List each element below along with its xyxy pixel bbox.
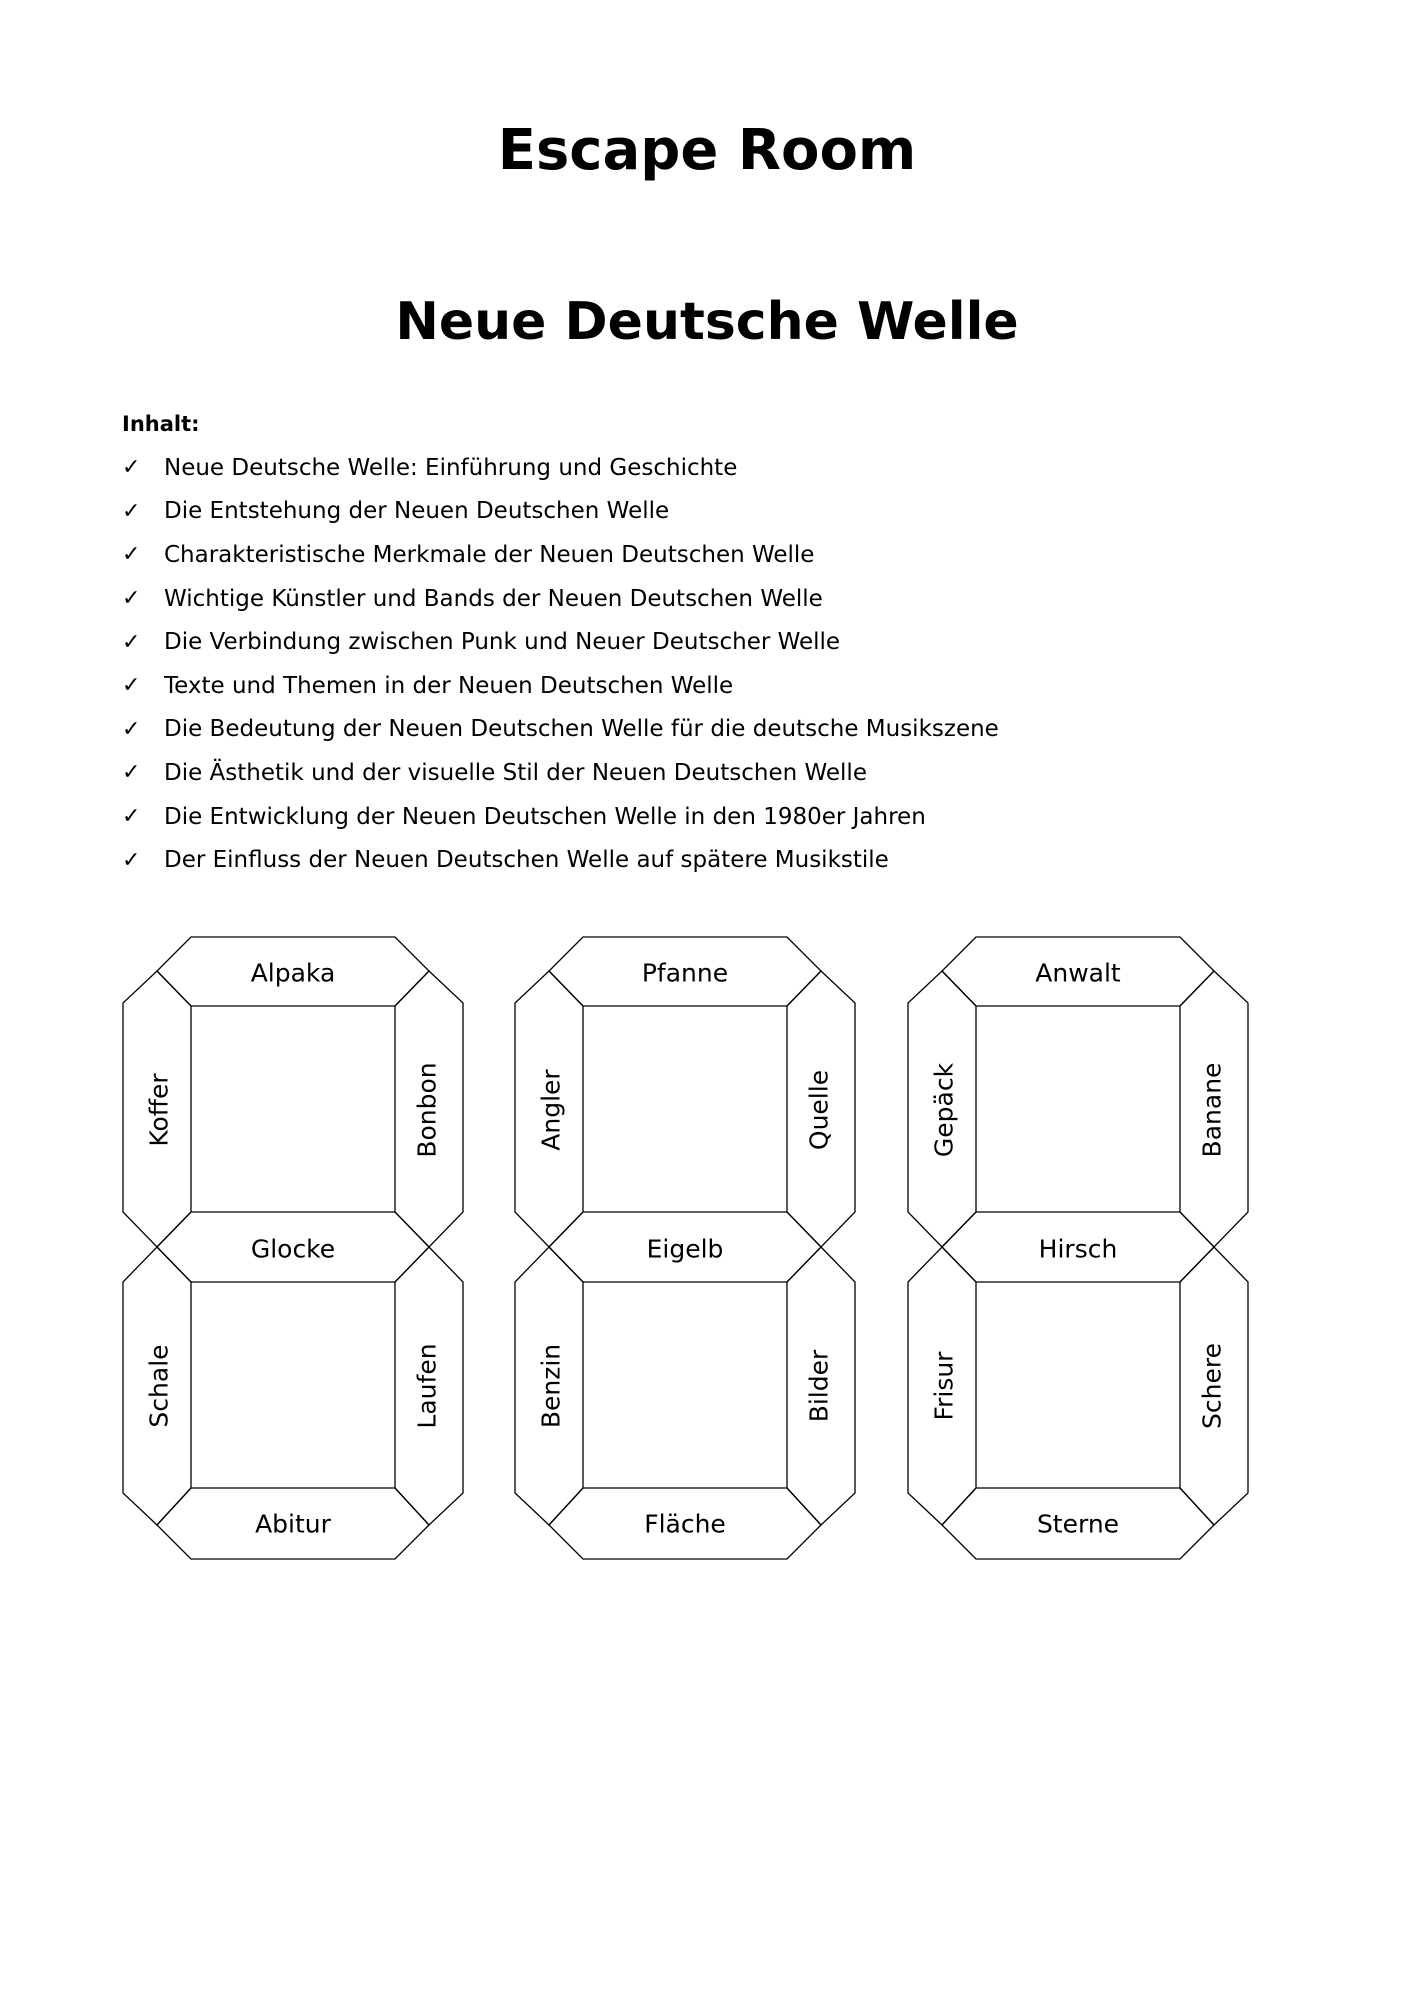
contents-item-text: Texte und Themen in der Neuen Deutschen Welle bbox=[164, 672, 734, 699]
segment-top-word: Anwalt bbox=[1035, 958, 1121, 988]
segment-lower-left-word: Frisur bbox=[929, 1351, 959, 1421]
segment-upper-left-word: Angler bbox=[536, 1069, 566, 1151]
check-mark-icon: ✓ bbox=[122, 804, 141, 830]
contents-item-text: Charakteristische Merkmale der Neuen Deutschen Welle bbox=[164, 541, 815, 568]
segment-bottom-word: Sterne bbox=[1036, 1509, 1120, 1539]
segment-upper-right-word: Bonbon bbox=[412, 1062, 442, 1158]
segment-lower-right-word: Schere bbox=[1197, 1343, 1227, 1429]
contents-label: Inhalt: bbox=[122, 412, 200, 436]
segment-upper-left-word: Gepäck bbox=[929, 1062, 959, 1158]
contents-item-text: Der Einfluss der Neuen Deutschen Welle auf spätere Musikstile bbox=[164, 847, 889, 874]
contents-item-text: Die Bedeutung der Neuen Deutschen Welle für die deutsche Musikszene bbox=[164, 716, 999, 743]
segment-bottom-word: Abitur bbox=[255, 1509, 331, 1539]
contents-item-text: Neue Deutsche Welle: Einführung und Geschichte bbox=[164, 454, 738, 481]
segment-lower-left-word: Schale bbox=[144, 1344, 174, 1428]
contents-item-text: Die Verbindung zwischen Punk und Neuer Deutscher Welle bbox=[164, 629, 841, 656]
check-mark-icon: ✓ bbox=[122, 455, 141, 481]
digit-puzzle bbox=[908, 937, 1248, 1559]
contents-item-text: Die Ästhetik und der visuelle Stil der Neuen Deutschen Welle bbox=[164, 759, 867, 786]
segment-upper-right-word: Banane bbox=[1197, 1062, 1227, 1158]
segment-upper-left-word: Koffer bbox=[144, 1073, 174, 1147]
document-title: Escape Room bbox=[497, 118, 917, 183]
contents-item-text: Die Entwicklung der Neuen Deutschen Welle in den 1980er Jahren bbox=[164, 803, 926, 830]
segment-top-word: Alpaka bbox=[250, 958, 336, 988]
check-mark-icon: ✓ bbox=[122, 498, 141, 524]
segment-middle-word: Eigelb bbox=[646, 1234, 724, 1264]
segment-middle-word: Glocke bbox=[250, 1234, 336, 1264]
segment-middle-word: Hirsch bbox=[1038, 1234, 1118, 1264]
check-mark-icon: ✓ bbox=[122, 673, 141, 699]
segment-lower-left-word: Benzin bbox=[536, 1343, 566, 1429]
digit-puzzle bbox=[123, 937, 463, 1559]
document-subtitle: Neue Deutsche Welle bbox=[395, 292, 1019, 352]
segment-lower-right-word: Bilder bbox=[804, 1349, 834, 1423]
check-mark-icon: ✓ bbox=[122, 629, 141, 655]
check-mark-icon: ✓ bbox=[122, 542, 141, 568]
segment-upper-right-word: Quelle bbox=[804, 1069, 834, 1151]
contents-item-text: Wichtige Künstler und Bands der Neuen Deutschen Welle bbox=[164, 585, 823, 612]
check-mark-icon: ✓ bbox=[122, 847, 141, 873]
segment-bottom-word: Fläche bbox=[644, 1509, 726, 1539]
check-mark-icon: ✓ bbox=[122, 716, 141, 742]
check-mark-icon: ✓ bbox=[122, 760, 141, 786]
segment-top-word: Pfanne bbox=[641, 958, 729, 988]
contents-item-text: Die Entstehung der Neuen Deutschen Welle bbox=[164, 498, 670, 525]
digit-puzzle bbox=[515, 937, 855, 1559]
check-mark-icon: ✓ bbox=[122, 586, 141, 612]
segment-lower-right-word: Laufen bbox=[412, 1343, 442, 1429]
